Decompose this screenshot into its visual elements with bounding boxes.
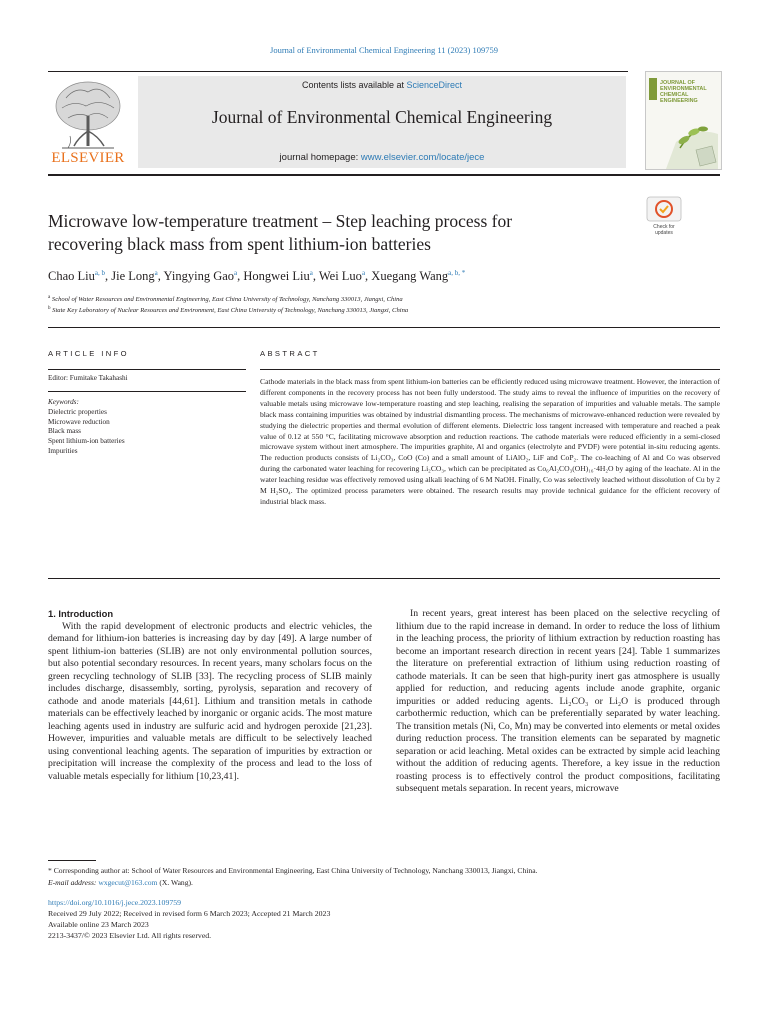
homepage-line xyxy=(138,152,626,163)
introduction-paragraph: In recent years, great interest has been placed on the selective recycling of lithium due to the rapid increase in demand. In order to reduce the loss of lithium in the leaching process, the priority of lithium extraction by reduction roasting has become an important research direction in recent years [24]. Table 1 summarizes the literature on preferential extraction of lithium using reduction roasting of cathode materials. It can be seen that high-purity inert gas atmosphere is usually applied for reduction, and reducing agents include anode graphite, organic impurities or added reducing agents. Li₂CO₃ or Li₂O is produced through carbothermic reduction, which can be preferentially separated by water leaching. The transition metals (Ni, Co, Mn) may be converted into elements or metal oxides during reduction process. The transition elements can be separated by magnetic separation or acid leaching. Metal oxides can be extracted by simple acid leaching without the addition of reducing agents. Therefore, a key issue in the reduction roasting process is to effectively control the product compositions, facilitating subsequent metals separation. In recent years, microwave xyxy=(396,608,720,794)
author-name[interactable]: Chao Liu xyxy=(48,269,95,284)
keyword-item[interactable]: Dielectric properties xyxy=(48,407,107,416)
author-name[interactable]: Hongwei Liu xyxy=(243,269,310,284)
article-title xyxy=(48,210,608,256)
publication-info xyxy=(48,897,720,941)
article-info-heading: ARTICLE INFO xyxy=(48,349,129,358)
author-separator: , xyxy=(237,269,244,284)
affiliation-a xyxy=(48,295,718,303)
doi-link[interactable]: https://doi.org/10.1016/j.jece.2023.109759 xyxy=(48,898,182,907)
article-title-line-2: recovering black mass from spent lithium-ion batteries xyxy=(48,234,431,254)
author-affiliation-marker[interactable]: a xyxy=(154,269,158,277)
online-date: Available online 23 March 2023 xyxy=(48,920,149,929)
author-affiliation-marker[interactable]: a xyxy=(361,269,366,277)
affiliation-b-text: State Key Laboratory of Nuclear Resources and Environment, East China University of Technology, Nanchang 330013, Jiangxi, China xyxy=(52,307,409,315)
introduction-heading: 1. Introduction xyxy=(48,608,114,619)
journal-title: Journal of Environmental Chemical Engineering xyxy=(211,107,553,127)
affiliation-divider xyxy=(48,327,720,328)
email-suffix: (X. Wang). xyxy=(157,878,193,887)
cover-title: JOURNAL OF ENVIRONMENTAL CHEMICAL ENGINEERING xyxy=(660,80,707,104)
header-bottom-rule xyxy=(48,174,720,176)
author-affiliation-marker[interactable]: a xyxy=(234,269,238,277)
copyright-line: 2213-3437/© 2023 Elsevier Ltd. All rights reserved. xyxy=(48,931,212,940)
keywords-label: Keywords: xyxy=(48,398,79,406)
contents-line xyxy=(138,80,626,90)
keyword-item[interactable]: Microwave reduction xyxy=(48,417,110,426)
homepage-prefix: journal homepage: xyxy=(279,152,361,163)
keyword-item[interactable]: Spent lithium-ion batteries xyxy=(48,437,125,446)
author-name[interactable]: Wei Luo xyxy=(318,269,362,284)
abstract-heading: ABSTRACT xyxy=(260,349,320,358)
received-dates: Received 29 July 2022; Received in revised form 6 March 2023; Accepted 21 March 2023 xyxy=(48,909,331,918)
abstract-bottom-rule xyxy=(48,578,720,579)
author-name[interactable]: Xuegang Wang xyxy=(371,269,449,284)
author-list xyxy=(48,269,718,284)
article-title-line-1: Microwave low-temperature treatment – Step leaching process for xyxy=(48,211,513,231)
article-info-rule xyxy=(48,369,246,370)
body-column-right xyxy=(396,608,720,796)
body-column-left xyxy=(48,608,372,783)
editor-rule xyxy=(48,391,246,392)
check-updates-icon xyxy=(646,196,682,222)
affiliation-b-marker: b xyxy=(48,306,51,311)
email-link[interactable]: wxgecut@163.com xyxy=(98,878,158,887)
keyword-item[interactable]: Impurities xyxy=(48,446,78,455)
author-name[interactable]: Yingying Gao xyxy=(163,269,235,284)
elsevier-wordmark[interactable]: ELSEVIER xyxy=(51,150,125,166)
check-for-updates-badge[interactable] xyxy=(646,196,682,236)
journal-citation-line[interactable]: Journal of Environmental Chemical Engineering 11 (2023) 109759 xyxy=(270,45,498,55)
keywords-block xyxy=(48,398,125,457)
abstract-rule xyxy=(260,369,720,370)
affiliation-a-text: School of Water Resources and Environmental Engineering, East China University of Technology, Nanchang 330013, Jiangxi, China xyxy=(51,296,403,304)
keyword-item[interactable]: Black mass xyxy=(48,427,81,436)
author-affiliation-marker[interactable]: a xyxy=(309,269,313,277)
author-separator: , xyxy=(104,269,112,284)
footnote-rule xyxy=(48,860,96,861)
author-separator: , xyxy=(157,269,164,284)
contents-prefix: Contents lists available at xyxy=(301,80,407,90)
email-note xyxy=(48,877,720,888)
sciencedirect-link[interactable]: ScienceDirect xyxy=(406,80,463,90)
affiliation-b xyxy=(48,306,718,314)
abstract-text: Cathode materials in the black mass from spent lithium-ion batteries can be efficiently reduced using microwave treatment. However, the interaction of different components in the recovery process has not been fully understood. The study aims to reveal the influence of impurities on the recovery of valuable metals using microwave low-temperature roasting and step leaching, realising the separation of impurities and valuable metals. The sample black mass containing impurities was obtained by industrial dismantling process. The mechanisms of microwave-enhanced reduction were revealed by studying the dielectric properties and thermal evolution of different elements. Dielectric loss tangent increased with temperature and reached a peak value of 0.12 at 550 °C, facilitating microwave absorption and reduction reactions. The cathode materials were reduced efficiently in a semi-closed microwave system without inert atmosphere. The impurities graphite, Al and organics (electrolyte and PVDF) were potential in-situ reducing agents. The reduction products consists of Li₂CO₃, CoO (Co) and a small amount of LiAlO₂, LiF and CoP₂. The co-leaching of Al and Co was observed during the carbonated water leaching for recovering Li₂CO₃, which can be precipitated as Co₆Al₂CO₃(OH)₁₆·4H₂O by aging of the leachate. Al in the water leaching residue was effectively removed using alkali leaching of 6 M NaOH. Finally, Co was selectively leached without dissolution of Cu by 2 M H₂SO₄. The optimized process parameters were obtained. The research results may provide technical guidance for the efficient recovery of industrial black mass. xyxy=(260,377,720,506)
author-affiliation-marker[interactable]: a, b, * xyxy=(448,269,466,277)
homepage-link[interactable]: www.elsevier.com/locate/jece xyxy=(360,152,485,163)
introduction-paragraph: With the rapid development of electronic products and electric vehicles, the demand for lithium-ion batteries is increasing day by day [49]. A large number of spent lithium-ion batteries (SLIB) are not only environmental pollution sources, but also potential secondary resources. In recent years, many scholars focus on the green recycling technology of SLIB [33]. The recycling process of SLIB mainly includes discharge, disassembly, sorting, pyrolysis, separation and recovery of cathode and anode materials [44,61]. Lithium and transition metals in cathode materials can be effectively leached by inorganic or organic acids. The most mature leaching agents used in industry are sulfuric acid and hydrogen peroxide [21,23]. However, impurities and valuable metals are difficult to be selectively leached using conventional leaching agents. The separation of impurities by extraction or precipitation will increase the complexity of the process and lead to the loss of valuable metals especially for lithium [10,23,41]. xyxy=(48,620,372,782)
corresponding-author-note: * Corresponding author at: School of Water Resources and Environmental Engineering, East China University of Technology, Nanchang 330013, Jiangxi, China. xyxy=(48,866,538,875)
author-separator: , xyxy=(312,269,319,284)
author-separator: , xyxy=(365,269,372,284)
header-top-rule xyxy=(48,71,628,72)
author-affiliation-marker[interactable]: a, b xyxy=(94,269,105,277)
email-label: E-mail address: xyxy=(48,878,99,887)
check-updates-label: Check for updates xyxy=(653,224,675,236)
author-name[interactable]: Jie Long xyxy=(111,269,155,284)
affiliation-a-marker: a xyxy=(48,295,51,300)
cover-illustration xyxy=(646,72,721,169)
journal-cover-thumbnail[interactable] xyxy=(645,71,722,170)
editor-line: Editor: Fumitake Takahashi xyxy=(48,374,128,382)
